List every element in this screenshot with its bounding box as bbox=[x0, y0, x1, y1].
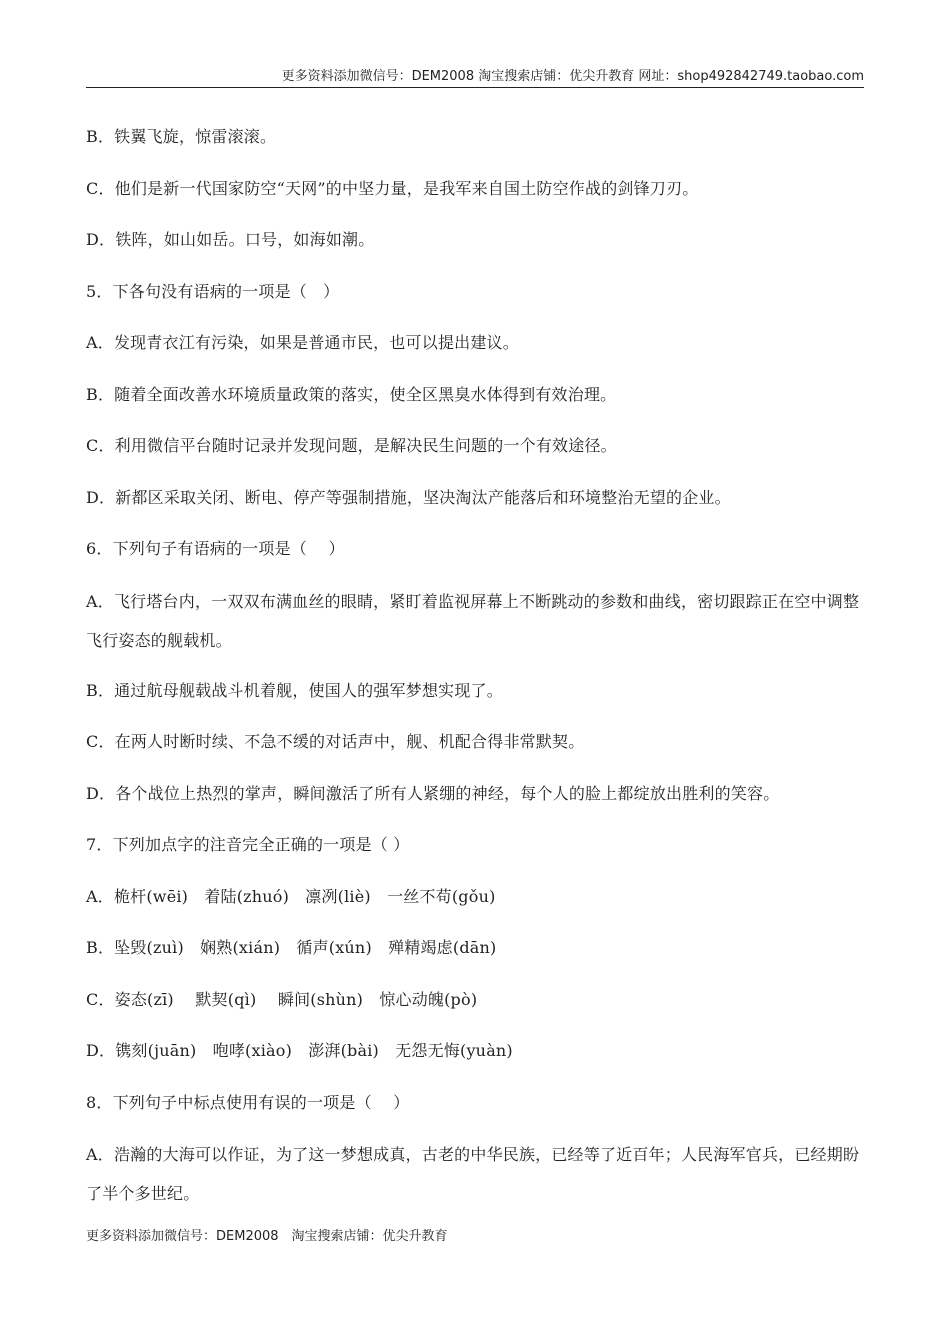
option-4d: D．铁阵，如山如岳。口号，如海如潮。 bbox=[86, 230, 375, 249]
page-header: 更多资料添加微信号：DEM2008 淘宝搜索店铺：优尖升教育 网址：shop492842749.taobao.com bbox=[281, 69, 864, 84]
option-8a: A．浩瀚的大海可以作证，为了这一梦想成真，古老的中华民族，已经等了近百年；人民海军官兵，已经期盼了半个多世纪。 bbox=[86, 1145, 860, 1203]
document-body bbox=[86, 124, 864, 1231]
option-7c: C．姿态(zī) 默契(qì) 瞬间(shùn) 惊心动魄(pò) bbox=[86, 989, 478, 1009]
option-5c: C．利用微信平台随时记录并发现问题，是解决民生问题的一个有效途径。 bbox=[86, 436, 617, 455]
option-5d: D．新都区采取关闭、断电、停产等强制措施，坚决淘汰产能落后和环境整治无望的企业。 bbox=[86, 487, 731, 507]
option-4b: B．铁翼飞旋，惊雷滚滚。 bbox=[86, 127, 277, 146]
option-5a: A．发现青衣江有污染，如果是普通市民，也可以提出建议。 bbox=[86, 333, 519, 352]
option-7b: B．坠毁(zuì) 娴熟(xián) 循声(xún) 殚精竭虑(dān) bbox=[86, 938, 497, 957]
page-footer: 更多资料添加微信号：DEM2008 淘宝搜索店铺：优尖升教育 bbox=[86, 1229, 448, 1244]
option-7a: A．桅杆(wēi) 着陆(zhuó) 凛冽(liè) 一丝不苟(gǒu) bbox=[86, 886, 496, 906]
option-6d: D．各个战位上热烈的掌声，瞬间激活了所有人紧绷的神经，每个人的脸上都绽放出胜利的笑容。 bbox=[86, 783, 780, 803]
option-7d: D．镌刻(juān) 咆哮(xiào) 澎湃(bài) 无怨无悔(yuàn) bbox=[86, 1041, 513, 1060]
option-6b: B．通过航母舰载战斗机着舰，使国人的强军梦想实现了。 bbox=[86, 680, 503, 700]
question-6: 6．下列句子有语病的一项是（ ） bbox=[86, 539, 345, 558]
option-4c: C．他们是新一代国家防空“天网”的中坚力量，是我军来自国土防空作战的剑锋刀刃。 bbox=[86, 178, 699, 198]
question-8: 8．下列句子中标点使用有误的一项是（ ） bbox=[86, 1092, 410, 1112]
option-6c: C．在两人时断时续、不急不缓的对话声中，舰、机配合得非常默契。 bbox=[86, 732, 585, 751]
question-5: 5．下各句没有语病的一项是（ ） bbox=[86, 281, 340, 301]
option-6a: A．飞行塔台内，一双双布满血丝的眼睛，紧盯着监视屏幕上不断跳动的参数和曲线，密切跟踪正在空中调整飞行姿态的舰载机。 bbox=[86, 591, 860, 650]
option-5b: B．随着全面改善水环境质量政策的落实，使全区黑臭水体得到有效治理。 bbox=[86, 384, 617, 404]
header-divider bbox=[86, 87, 864, 88]
question-7: 7．下列加点字的注音完全正确的一项是（ ） bbox=[86, 835, 410, 854]
